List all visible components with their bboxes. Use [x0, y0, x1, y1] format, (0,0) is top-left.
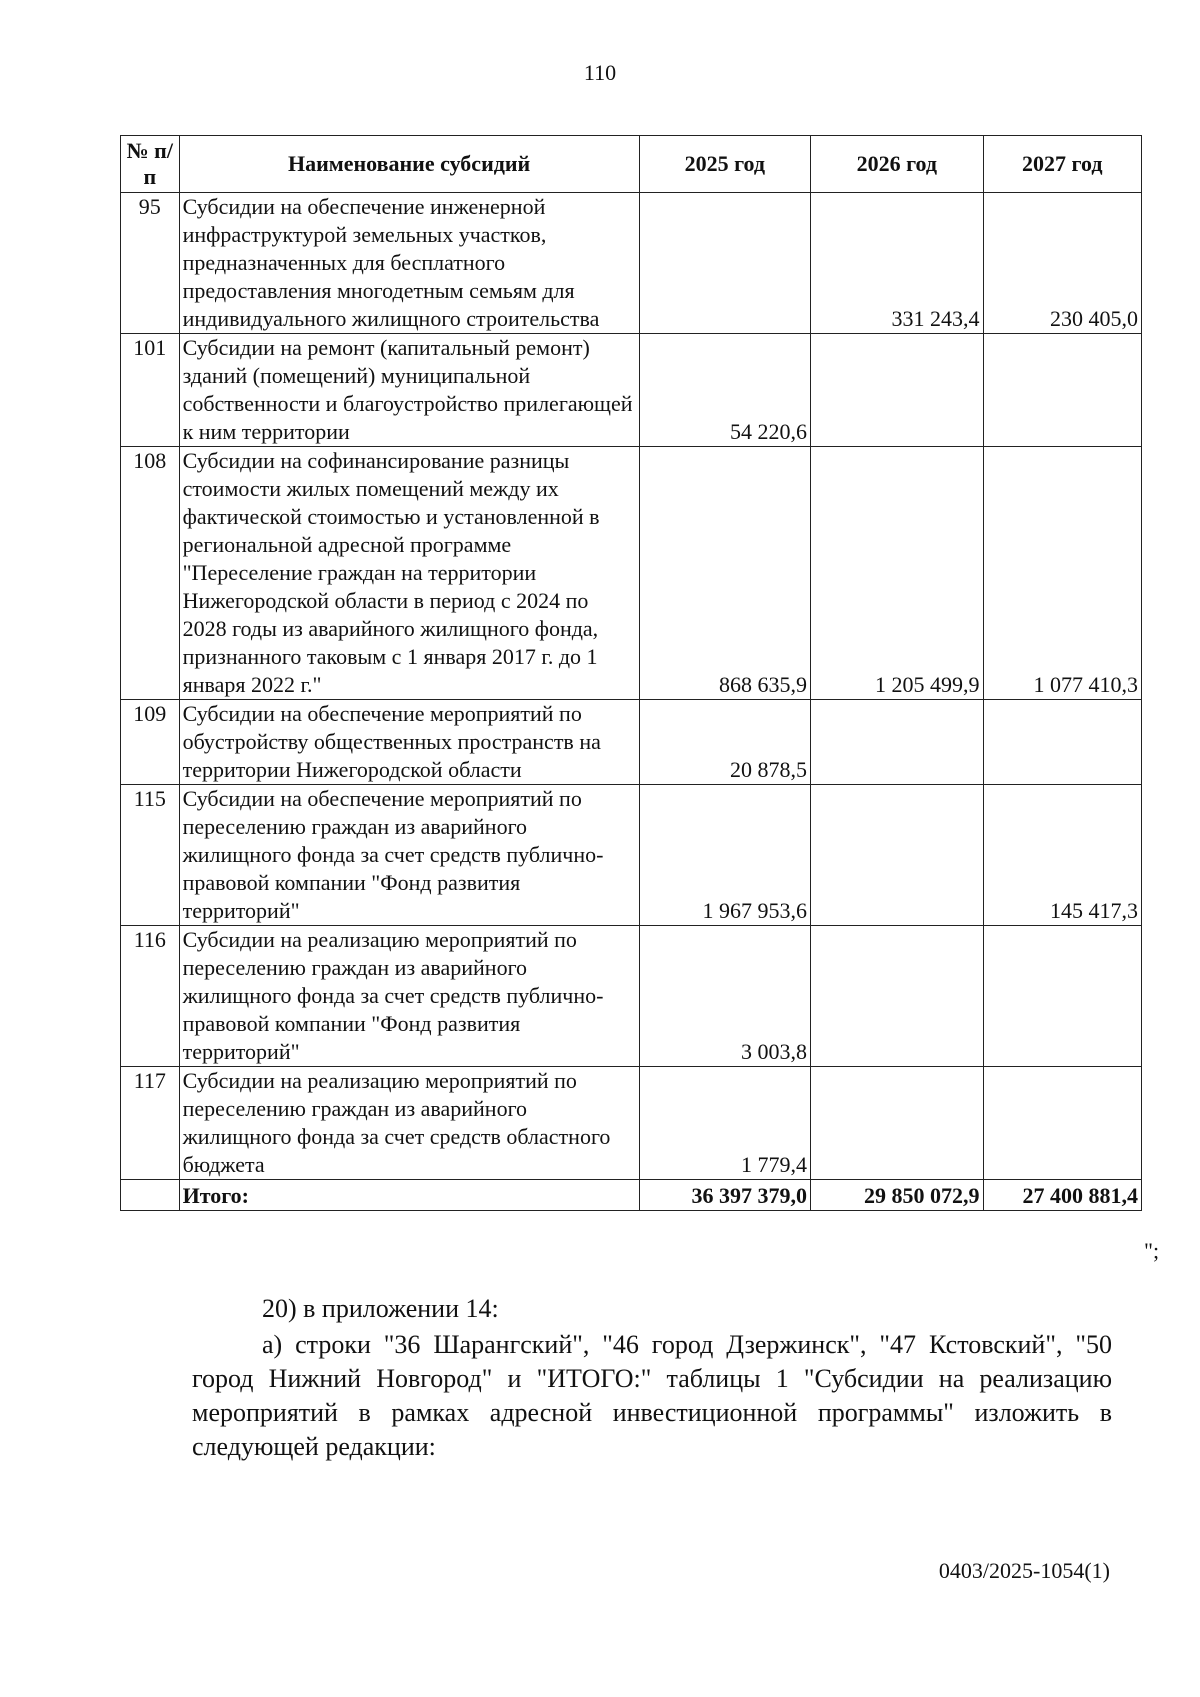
header-2027: 2027 год [983, 136, 1141, 193]
subsidies-table [120, 135, 1142, 1211]
header-name: Наименование субсидий [179, 136, 639, 193]
table-header-row [121, 136, 1142, 193]
row-2027: 230 405,0 [983, 193, 1141, 334]
total-2025: 36 397 379,0 [639, 1180, 810, 1211]
row-name: Субсидии на ремонт (капитальный ремонт) зданий (помещений) муниципальной собственности и благоустройство прилегающей к ним территории [179, 334, 639, 447]
row-name: Субсидии на софинансирование разницы стоимости жилых помещений между их фактической стоимостью и установленной в региональной адресной программе "Переселение граждан на территории Нижегородской области в период с 2024 по 2028 годы из аварийного жилищного фонда, признанного таковым с 1 января 2017 г. до 1 января 2022 г." [179, 447, 639, 700]
table-row [121, 700, 1142, 785]
row-number: 101 [121, 334, 180, 447]
row-2027 [983, 1067, 1141, 1180]
header-2026: 2026 год [811, 136, 984, 193]
closing-quote: "; [1144, 1238, 1160, 1263]
row-number: 108 [121, 447, 180, 700]
row-2027 [983, 926, 1141, 1067]
row-2027 [983, 334, 1141, 447]
row-2026 [811, 926, 984, 1067]
row-2027: 145 417,3 [983, 785, 1141, 926]
page-number: 110 [583, 60, 617, 85]
row-2026 [811, 1067, 984, 1180]
row-2026 [811, 785, 984, 926]
row-number: 116 [121, 926, 180, 1067]
document-code: 0403/2025-1054(1) [938, 1558, 1110, 1583]
row-2025: 20 878,5 [639, 700, 810, 785]
table-row [121, 785, 1142, 926]
row-2025: 54 220,6 [639, 334, 810, 447]
table-row [121, 193, 1142, 334]
row-2026: 331 243,4 [811, 193, 984, 334]
row-number: 117 [121, 1067, 180, 1180]
row-name: Субсидии на обеспечение мероприятий по переселению граждан из аварийного жилищного фонда за счет средств публично-правовой компании "Фонд развития территорий" [179, 785, 639, 926]
paragraph-a [192, 1328, 1112, 1464]
paragraph-a-text: а) строки "36 Шарангский", "46 город Дзержинск", "47 Кстовский", "50 город Нижний Новгород" и "ИТОГО:" таблицы 1 "Субсидии на реализацию мероприятий в рамках адресной инвестиционной программы" изложить в следующей редакции: [192, 1330, 1112, 1461]
total-row [121, 1180, 1142, 1211]
total-2026: 29 850 072,9 [811, 1180, 984, 1211]
table-row [121, 926, 1142, 1067]
row-number: 115 [121, 785, 180, 926]
table-row [121, 334, 1142, 447]
row-number: 95 [121, 193, 180, 334]
total-2027: 27 400 881,4 [983, 1180, 1141, 1211]
row-2026: 1 205 499,9 [811, 447, 984, 700]
row-2025: 3 003,8 [639, 926, 810, 1067]
row-2027: 1 077 410,3 [983, 447, 1141, 700]
row-name: Субсидии на реализацию мероприятий по переселению граждан из аварийного жилищного фонда за счет средств областного бюджета [179, 1067, 639, 1180]
table-row [121, 1067, 1142, 1180]
total-number [121, 1180, 180, 1211]
row-2026 [811, 700, 984, 785]
table-row [121, 447, 1142, 700]
row-2027 [983, 700, 1141, 785]
row-2025: 1 967 953,6 [639, 785, 810, 926]
row-2025: 1 779,4 [639, 1067, 810, 1180]
row-name: Субсидии на реализацию мероприятий по переселению граждан из аварийного жилищного фонда за счет средств публично-правовой компании "Фонд развития территорий" [179, 926, 639, 1067]
row-number: 109 [121, 700, 180, 785]
header-2025: 2025 год [639, 136, 810, 193]
header-number: № п/п [121, 136, 180, 193]
total-label: Итого: [179, 1180, 639, 1211]
row-name: Субсидии на обеспечение инженерной инфраструктурой земельных участков, предназначенных для бесплатного предоставления многодетным семьям для индивидуального жилищного строительства [179, 193, 639, 334]
row-2025: 868 635,9 [639, 447, 810, 700]
paragraph-20: 20) в приложении 14: [262, 1294, 499, 1323]
row-2026 [811, 334, 984, 447]
row-2025 [639, 193, 810, 334]
row-name: Субсидии на обеспечение мероприятий по обустройству общественных пространств на территории Нижегородской области [179, 700, 639, 785]
